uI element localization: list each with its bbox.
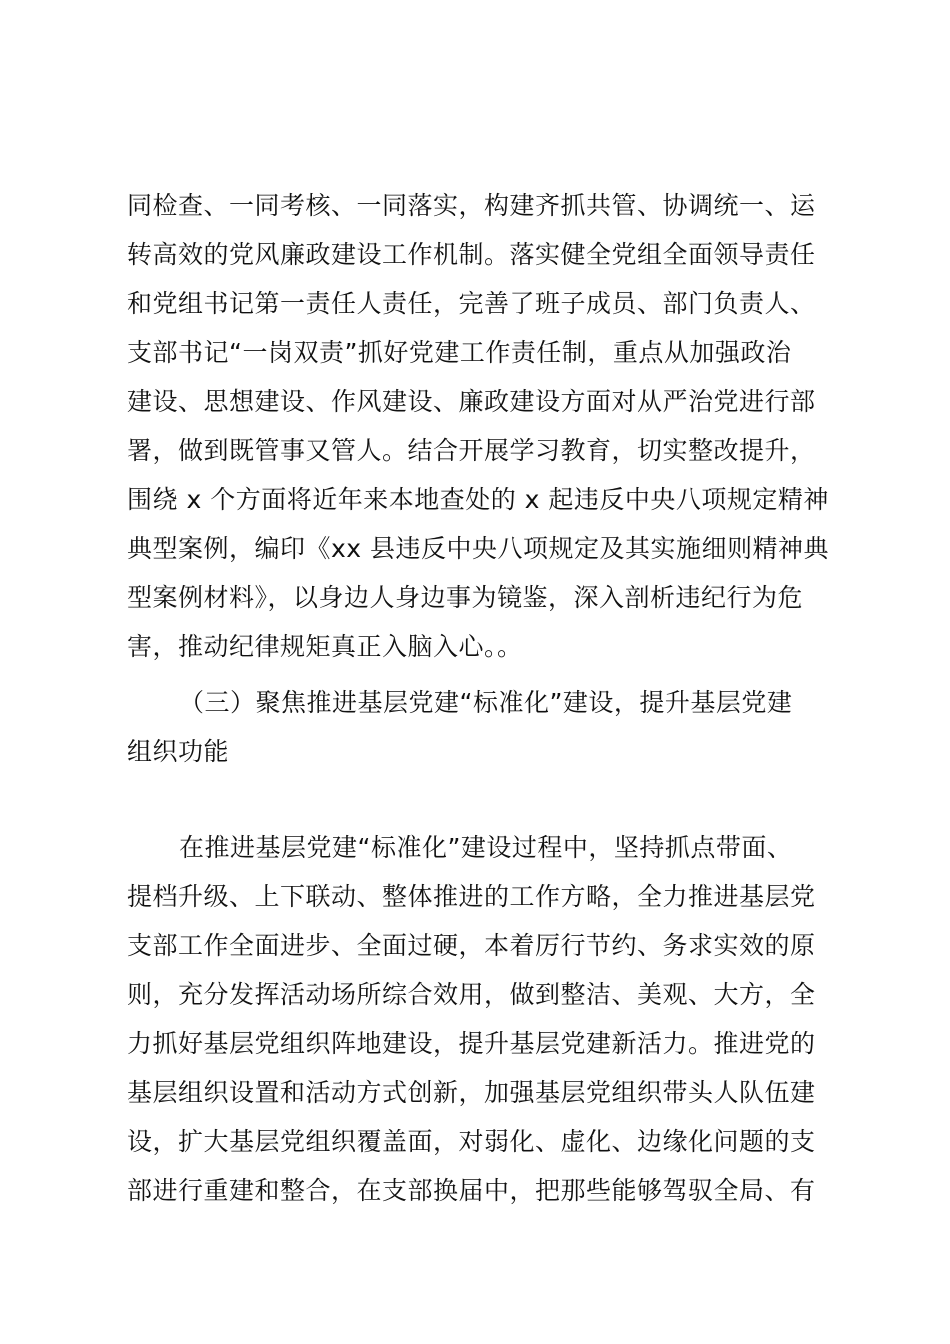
paragraph-1-line: 支部书记“一岗双责”抓好党建工作责任制，重点从加强政治 (127, 338, 792, 367)
paragraph-1-line: 署，做到既管事又管人。结合开展学习教育，切实整改提升， (127, 436, 816, 465)
paragraph-2-line: 基层组织设置和活动方式创新，加强基层党组织带头人队伍建 (127, 1078, 816, 1107)
paragraph-1-line: 同检查、一同考核、一同落实，构建齐抓共管、协调统一、运 (127, 191, 816, 220)
section-heading-line: 组织功能 (127, 737, 230, 766)
section-heading-line: （三）聚焦推进基层党建“标准化”建设，提升基层党建 (179, 688, 793, 717)
paragraph-1-line: 转高效的党风廉政建设工作机制。落实健全党组全面领导责任 (127, 240, 816, 269)
paragraph-2-line: 部进行重建和整合，在支部换届中，把那些能够驾驭全局、有 (127, 1176, 816, 1205)
paragraph-2-line: 设，扩大基层党组织覆盖面，对弱化、虚化、边缘化问题的支 (127, 1127, 816, 1156)
section-heading-3 (127, 678, 833, 776)
paragraph-1-line: 围绕 x 个方面将近年来本地查处的 x 起违反中央八项规定精神 (127, 485, 829, 514)
paragraph-1-line: 和党组书记第一责任人责任，完善了班子成员、部门负责人、 (127, 289, 816, 318)
paragraph-1-line: 害，推动纪律规矩真正入脑入心。。 (127, 632, 523, 661)
paragraph-1-line: 建设、思想建设、作风建设、廉政建设方面对从严治党进行部 (127, 387, 816, 416)
paragraph-1-line: 型案例材料》，以身边人身边事为镜鉴，深入剖析违纪行为危 (127, 583, 804, 612)
paragraph-2 (127, 823, 833, 1215)
paragraph-2-line: 则，充分发挥活动场所综合效用，做到整洁、美观、大方，全 (127, 980, 816, 1009)
paragraph-1 (127, 181, 833, 671)
paragraph-2-line: 支部工作全面进步、全面过硬，本着厉行节约、务求实效的原 (127, 931, 816, 960)
paragraph-2-line: 力抓好基层党组织阵地建设，提升基层党建新活力。推进党的 (127, 1029, 816, 1058)
paragraph-2-line: 提档升级、上下联动、整体推进的工作方略，全力推进基层党 (127, 882, 816, 911)
paragraph-1-line: 典型案例，编印《xx 县违反中央八项规定及其实施细则精神典 (127, 534, 830, 563)
paragraph-2-line: 在推进基层党建“标准化”建设过程中，坚持抓点带面、 (179, 833, 793, 862)
